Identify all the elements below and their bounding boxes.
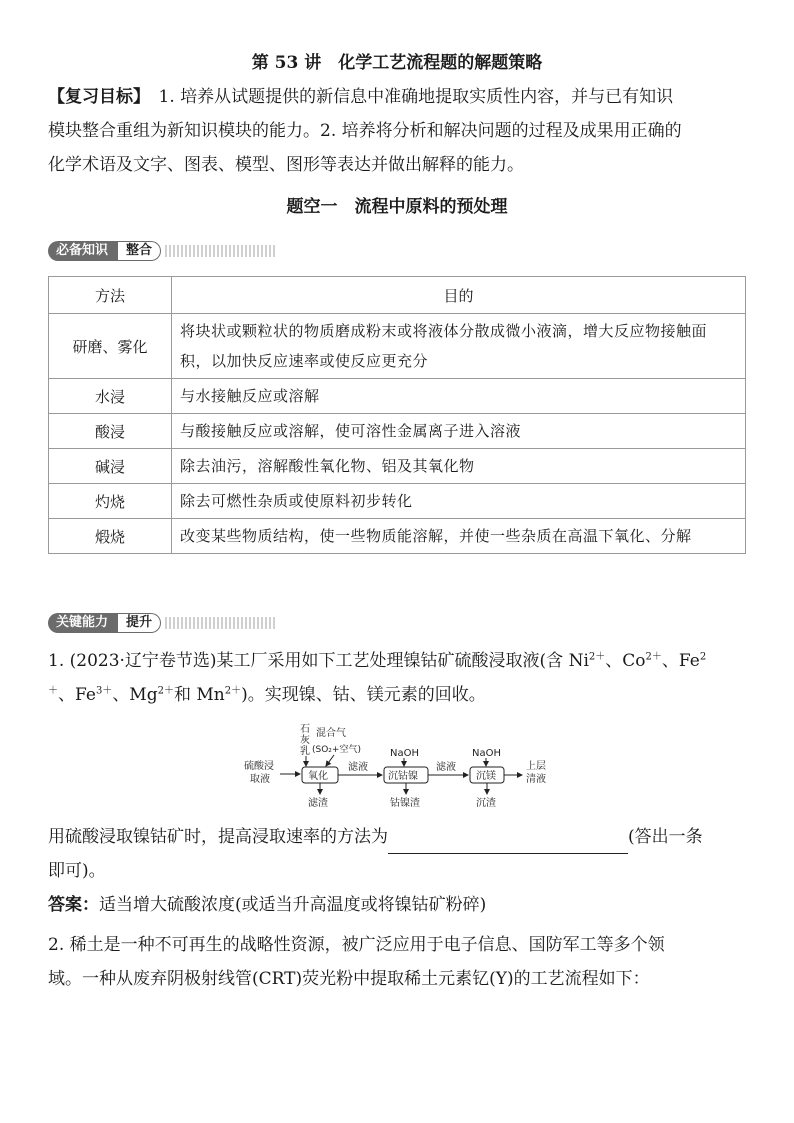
q1-ask-text: (答出一条 bbox=[628, 827, 703, 847]
q1-charge: 2＋ bbox=[157, 685, 174, 697]
purpose-cell: 与酸接触反应或溶解，使可溶性金属离子进入溶液 bbox=[172, 414, 746, 449]
purpose-cell: 与水接触反应或溶解 bbox=[172, 379, 746, 414]
review-label: 【复习目标】 bbox=[48, 87, 142, 107]
flow-output: 滤渣 bbox=[308, 798, 328, 809]
method-cell: 水浸 bbox=[49, 379, 172, 414]
answer-label: 答案： bbox=[48, 895, 99, 915]
header-purpose: 目的 bbox=[172, 277, 746, 314]
flow-start: 硫酸浸 bbox=[244, 761, 274, 772]
review-line-2: 模块整合重组为新知识模块的能力。2. 培养将分析和解决问题的过程及成果用正确的 bbox=[48, 121, 682, 141]
flow-output: 钴镍渣 bbox=[390, 798, 420, 809]
flow-start: 取液 bbox=[250, 774, 270, 785]
flow-filtrate: 滤液 bbox=[348, 762, 368, 773]
answer-blank[interactable] bbox=[388, 829, 628, 854]
table-header-row bbox=[49, 277, 746, 314]
flow-reagent: 乳 bbox=[300, 746, 310, 757]
method-cell: 灼烧 bbox=[49, 484, 172, 519]
purpose-cell: 除去可燃性杂质或使原料初步转化 bbox=[172, 484, 746, 519]
header-method: 方法 bbox=[49, 277, 172, 314]
method-cell: 碱浸 bbox=[49, 449, 172, 484]
purpose-cell: 除去油污，溶解酸性氧化物、铝及其氧化物 bbox=[172, 449, 746, 484]
banner-tag: 必备知识 bbox=[48, 241, 118, 261]
table-row bbox=[49, 449, 746, 484]
table-row bbox=[49, 484, 746, 519]
banner-sub: 整合 bbox=[118, 241, 161, 261]
q1-charge: 2＋ bbox=[588, 651, 606, 663]
methods-table bbox=[48, 276, 746, 554]
q1-text: 、Fe bbox=[661, 651, 700, 671]
flow-reagent: (SO₂+空气) bbox=[312, 745, 361, 755]
flow-end: 上层 bbox=[526, 761, 546, 772]
q1-text: 和 Mn bbox=[173, 685, 225, 705]
review-line-1: 1. 培养从试题提供的新信息中准确地提取实质性内容，并与已有知识 bbox=[141, 87, 674, 107]
flow-box-label: 沉钴镍 bbox=[388, 771, 418, 782]
purpose-cell: 改变某些物质结构，使一些物质能溶解，并使一些杂质在高温下氧化、分解 bbox=[172, 519, 746, 554]
q1-ask-text: 即可)。 bbox=[48, 861, 106, 881]
purpose-cell: 将块状或颗粒状的物质磨成粉末或将液体分散成微小液滴，增大反应物接触面积，以加快反应速率或使反应更充分 bbox=[172, 314, 746, 379]
banner-tag: 关键能力 bbox=[48, 613, 118, 633]
table-row bbox=[49, 314, 746, 379]
flow-reagent: 石 bbox=[300, 724, 310, 735]
q1-charge: 2 bbox=[699, 651, 707, 663]
flow-output: 沉渣 bbox=[476, 798, 496, 809]
q1-text: 、Fe bbox=[58, 685, 96, 705]
method-cell: 研磨、雾化 bbox=[49, 314, 172, 379]
method-cell: 酸浸 bbox=[49, 414, 172, 449]
q1-text: 1. (2023·辽宁卷节选)某工厂采用如下工艺处理镍钴矿硫酸浸取液(含 Ni bbox=[48, 651, 589, 671]
q1-charge: ＋ bbox=[48, 685, 58, 697]
q1-charge: 2＋ bbox=[224, 685, 242, 697]
review-line-3: 化学术语及文字、图表、模型、图形等表达并做出解释的能力。 bbox=[48, 155, 524, 175]
q2-line-1: 2. 稀土是一种不可再生的战略性资源，被广泛应用于电子信息、国防军工等多个领 bbox=[48, 935, 665, 955]
q1-text: 、Mg bbox=[112, 685, 158, 705]
answer-text: 适当增大硫酸浓度(或适当升高温度或将镍钴矿粉碎) bbox=[99, 895, 487, 915]
flow-reagent: 混合气 bbox=[316, 728, 346, 739]
question-2 bbox=[48, 928, 748, 996]
question-1-ask bbox=[48, 820, 748, 922]
question-1 bbox=[48, 644, 748, 712]
flow-reagent: NaOH bbox=[390, 748, 419, 759]
q2-line-2: 域。一种从废弃阴极射线管(CRT)荧光粉中提取稀土元素钇(Y)的工艺流程如下： bbox=[48, 969, 650, 989]
flow-end: 清液 bbox=[526, 774, 546, 785]
flow-box-label: 沉镁 bbox=[476, 771, 496, 782]
method-cell: 煅烧 bbox=[49, 519, 172, 554]
banner-stripe bbox=[165, 245, 275, 257]
q1-ask-text: 用硫酸浸取镍钴矿时，提高浸取速率的方法为 bbox=[48, 827, 388, 847]
flow-box-label: 氧化 bbox=[308, 771, 328, 782]
banner-key-ability bbox=[48, 612, 275, 634]
table-row bbox=[49, 414, 746, 449]
q1-charge: 3＋ bbox=[95, 685, 113, 697]
q1-text: 、Co bbox=[605, 651, 646, 671]
process-flow-diagram bbox=[240, 718, 560, 818]
review-objectives bbox=[48, 80, 748, 182]
section-title: 题空一 流程中原料的预处理 bbox=[286, 197, 508, 217]
banner-essential-knowledge bbox=[48, 240, 275, 262]
flow-filtrate: 滤液 bbox=[436, 762, 456, 773]
banner-stripe bbox=[165, 617, 275, 629]
q1-text: )。实现镍、钴、镁元素的回收。 bbox=[241, 685, 486, 705]
flow-reagent: 灰 bbox=[300, 735, 310, 746]
page-title: 第 53 讲 化学工艺流程题的解题策略 bbox=[251, 53, 543, 73]
banner-sub: 提升 bbox=[118, 613, 161, 633]
table-row bbox=[49, 519, 746, 554]
flow-reagent: NaOH bbox=[472, 748, 501, 759]
q1-charge: 2＋ bbox=[645, 651, 662, 663]
table-row bbox=[49, 379, 746, 414]
